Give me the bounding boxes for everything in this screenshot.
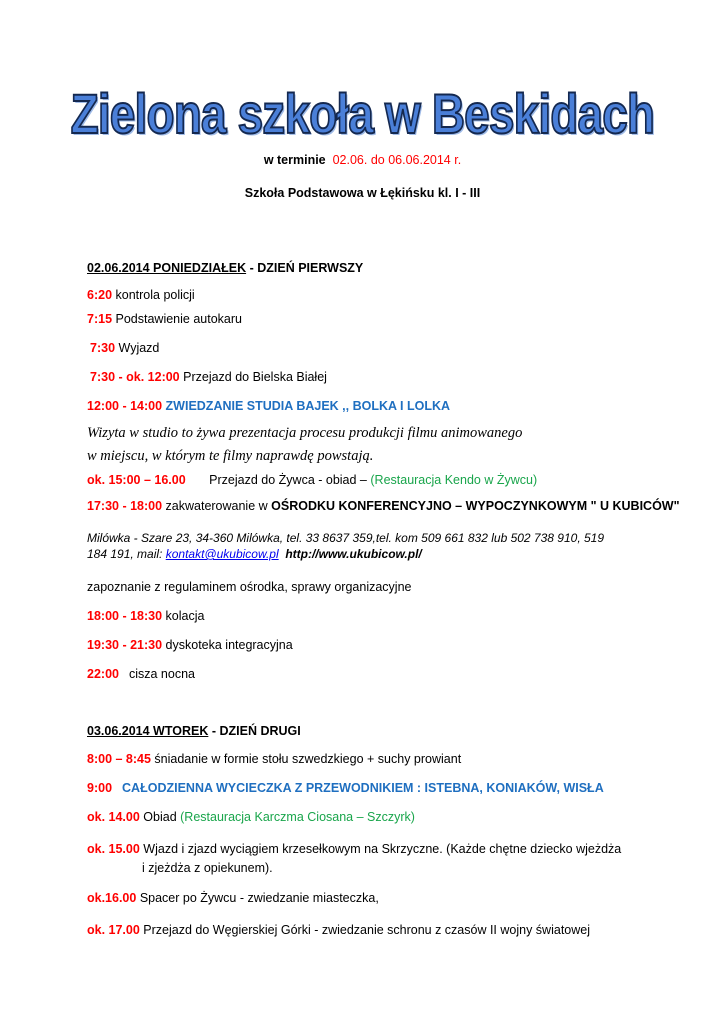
item-text: Obiad	[139, 810, 181, 824]
term-dates: 02.06. do 06.06.2014 r.	[332, 153, 462, 167]
day1-title: - DZIEŃ PIERWSZY	[246, 261, 364, 275]
item-text: dyskoteka integracyjna	[162, 638, 293, 652]
day1-header	[87, 260, 363, 276]
item-time: ok. 17.00	[87, 923, 140, 937]
school-line: Szkoła Podstawowa w Łękińsku kl. I - III	[244, 186, 481, 200]
schedule-item	[87, 608, 204, 624]
schedule-item	[87, 287, 195, 303]
schedule-item	[87, 780, 604, 796]
schedule-item	[87, 398, 450, 414]
item-time: 12:00 - 14:00	[87, 399, 163, 413]
email-link[interactable]: kontakt@ukubicow.pl	[165, 547, 279, 561]
schedule-item	[87, 666, 195, 682]
schedule-item	[87, 472, 537, 488]
item-time: 7:15	[87, 312, 113, 326]
studio-description-1: Wizyta w studio to żywa prezentacja procesu produkcji filmu animowanego	[87, 425, 523, 441]
item-time: ok. 15.00	[87, 842, 140, 856]
item-text: Podstawienie autokaru	[112, 312, 242, 326]
term-label: w terminie	[263, 153, 326, 167]
item-time: ok.16.00	[87, 891, 137, 905]
schedule-item	[90, 340, 159, 356]
item-text: zakwaterowanie w	[162, 499, 272, 513]
schedule-item	[87, 637, 293, 653]
schedule-item-continuation: i zjeżdża z opiekunem).	[142, 861, 273, 875]
address-line-2	[87, 546, 422, 562]
schedule-item	[87, 890, 379, 906]
item-text: Przejazd do Bielska Białej	[179, 370, 327, 384]
resort-name: OŚRODKU KONFERENCYJNO – WYPOCZYNKOWYM " U KUBICÓW"	[271, 499, 680, 513]
item-time: 22:00	[87, 667, 119, 681]
intro-text: zapoznanie z regulaminem ośrodka, sprawy organizacyjne	[87, 580, 412, 594]
day2-title: - DZIEŃ DRUGI	[208, 724, 301, 738]
schedule-item	[87, 311, 242, 327]
item-time: 7:30 - ok. 12:00	[90, 370, 180, 384]
schedule-item	[87, 809, 415, 825]
studio-description-2: w miejscu, w którym te filmy naprawdę powstają.	[87, 448, 374, 464]
schedule-item	[87, 841, 621, 857]
item-time: 18:00 - 18:30	[87, 609, 163, 623]
item-text: cisza nocna	[128, 667, 195, 681]
item-text: Wjazd i zjazd wyciągiem krzesełkowym na Skrzyczne. (Każde chętne dziecko wjeżdża	[139, 842, 622, 856]
address-prefix: 184 191, mail:	[87, 547, 166, 561]
day2-header	[87, 723, 301, 739]
schedule-item	[87, 922, 590, 938]
item-time: ok. 14.00	[87, 810, 140, 824]
item-text: kolacja	[162, 609, 205, 623]
item-time: 17:30 - 18:00	[87, 499, 163, 513]
day2-date: 03.06.2014 WTOREK	[87, 724, 209, 738]
item-text: Spacer po Żywcu - zwiedzanie miasteczka,	[136, 891, 379, 905]
day1-date: 02.06.2014 PONIEDZIAŁEK	[87, 261, 247, 275]
restaurant-name: (Restauracja Kendo w Żywcu)	[370, 473, 538, 487]
item-text: śniadanie w formie stołu szwedzkiego + suchy prowiant	[150, 752, 462, 766]
address-line-1: Milówka - Szare 23, 34-360 Milówka, tel. 33 8637 359,tel. kom 509 661 832 lub 502 738 910, 519	[87, 531, 605, 545]
item-text: CAŁODZIENNA WYCIECZKA Z PRZEWODNIKIEM : ISTEBNA, KONIAKÓW, WISŁA	[122, 781, 604, 795]
item-time: 8:00 – 8:45	[87, 752, 151, 766]
document-title: Zielona szkoła w Beskidach	[70, 82, 655, 145]
item-text: kontrola policji	[112, 288, 195, 302]
item-time: 7:30	[90, 341, 116, 355]
item-time: ok. 15:00 – 16.00	[87, 473, 186, 487]
item-text: Wyjazd	[115, 341, 160, 355]
item-text: Przejazd do Węgierskiej Górki - zwiedzanie schronu z czasów II wojny światowej	[139, 923, 590, 937]
schedule-item	[87, 498, 680, 514]
schedule-item	[90, 369, 327, 385]
term-line	[0, 152, 725, 168]
item-time: 9:00	[87, 781, 113, 795]
item-time: 19:30 - 21:30	[87, 638, 163, 652]
website-link[interactable]: http://www.ukubicow.pl/	[285, 547, 422, 561]
item-text: ZWIEDZANIE STUDIA BAJEK ,, BOLKA I LOLKA	[162, 399, 451, 413]
restaurant-name: (Restauracja Karczma Ciosana – Szczyrk)	[180, 810, 415, 824]
item-time: 6:20	[87, 288, 113, 302]
schedule-item	[87, 751, 461, 767]
item-text: Przejazd do Żywca - obiad –	[209, 473, 371, 487]
